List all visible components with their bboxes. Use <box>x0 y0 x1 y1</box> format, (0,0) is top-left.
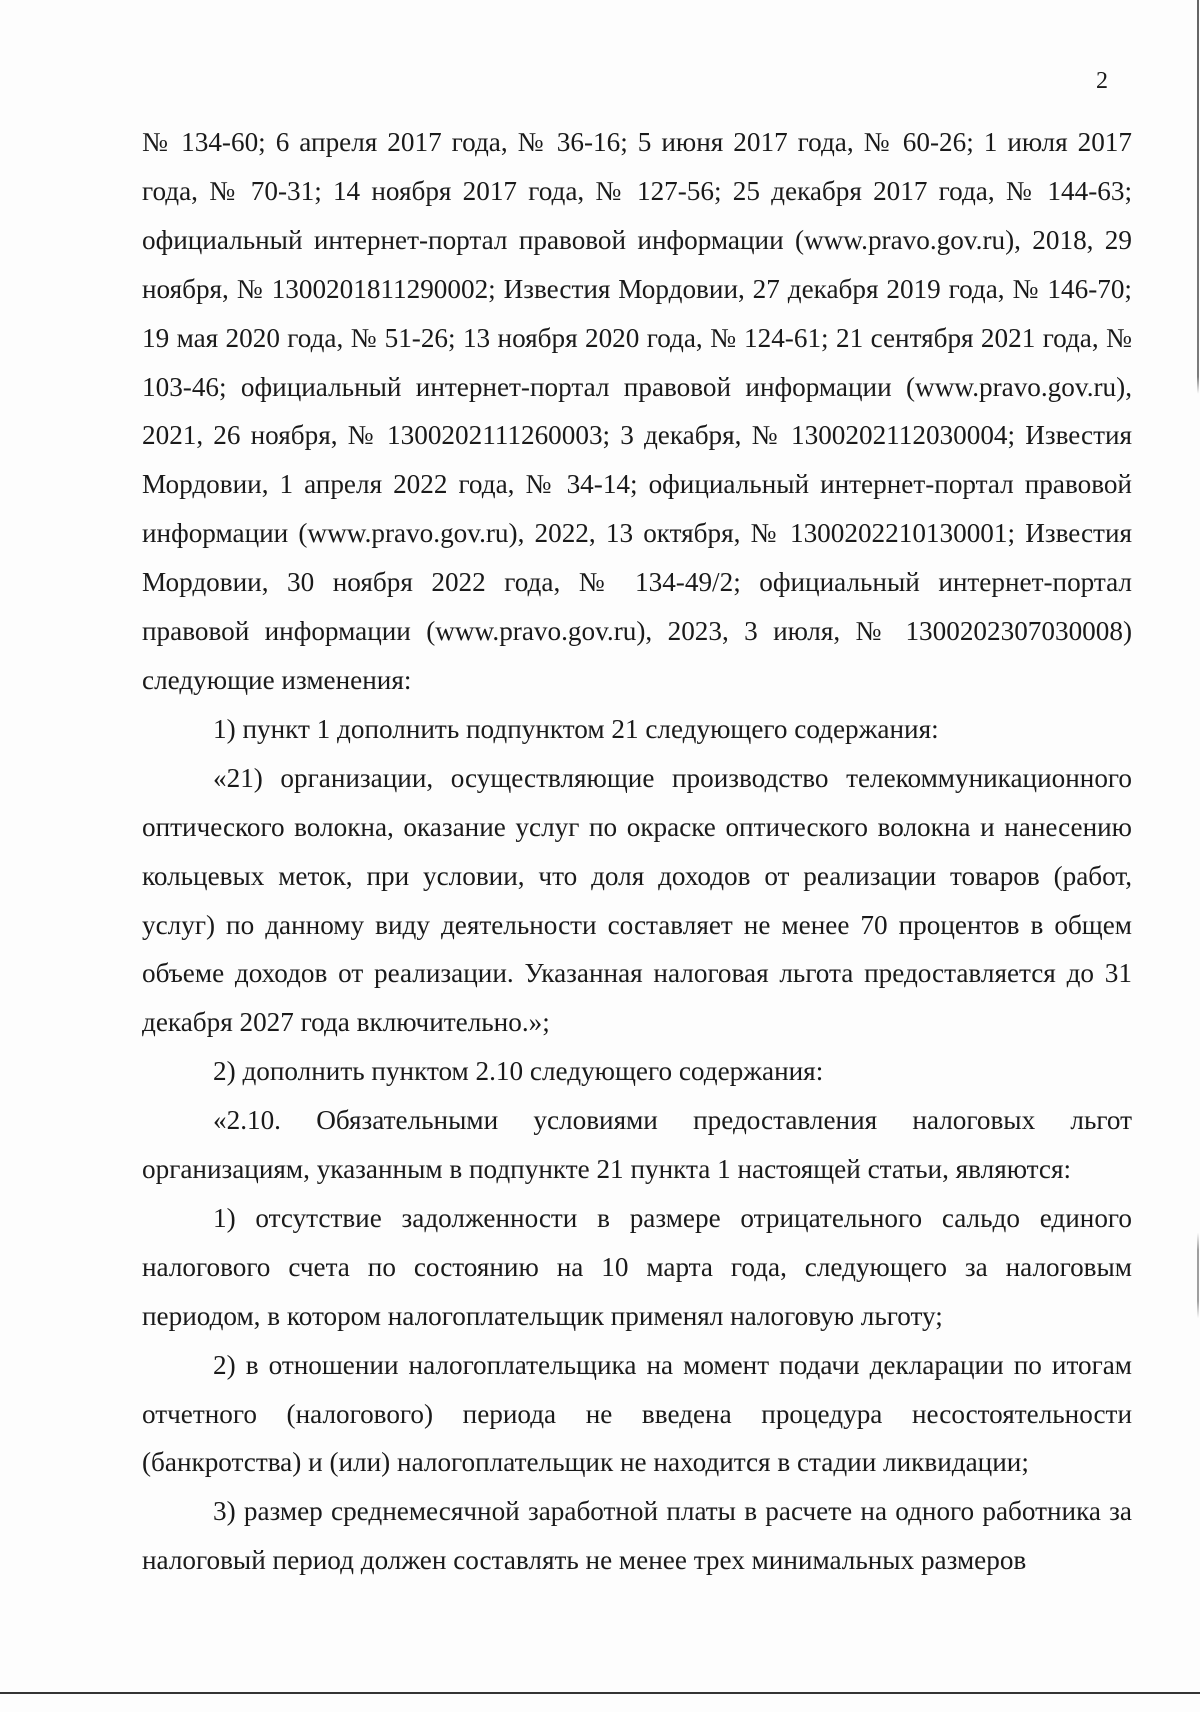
paragraph-condition-3: 3) размер среднемесячной заработной платы в расчете на одного работника за налоговый период должен составлять не менее трех минимальных размеров <box>142 1496 1132 1576</box>
document-body <box>142 118 1132 1585</box>
scan-edge-bottom <box>0 1692 1200 1694</box>
paragraph-condition-1: 1) отсутствие задолженности в размере отрицательного сальдо единого налогового счета по состоянию на 10 марта года, следующего за налоговым периодом, в котором налогоплательщик применял налоговую льготу; <box>142 1202 1132 1331</box>
paragraph-sources-list: № 134-60; 6 апреля 2017 года, № 36-16; 5 июня 2017 года, № 60-26; 1 июля 2017 года, № 70-31; 14 ноября 2017 года, № 127-56; 25 декабря 2017 года, № 144-63; официальный интернет-портал правовой информации (www.pravo.gov.ru), 2018, 29 ноября, № 1300201811290002; Известия Мордовии, 27 декабря 2019 года, № 146-70; 19 мая 2020 года, № 51-26; 13 ноября 2020 года, № 124-61; 21 сентября 2021 года, № 103-46; официальный интернет-портал правовой информации (www.pravo.gov.ru), 2021, 26 ноября, № 1300202111260003; 3 декабря, № 1300202112030004; Известия Мордовии, 1 апреля 2022 года, № 34-14; официальный интернет-портал правовой информации (www.pravo.gov.ru), 2022, 13 октября, № 1300202210130001; Известия Мордовии, 30 ноября 2022 года, № 134-49/2; официальный интернет-портал правовой информации (www.pravo.gov.ru), 2023, 3 июля, № 1300202307030008) следующие изменения: <box>142 127 1132 695</box>
paragraph-subitem-21: «21) организации, осуществляющие производство телекоммуникационного оптического волокна, оказание услуг по окраске оптического волокна и нанесению кольцевых меток, при условии, что доля доходов от реализации товаров (работ, услуг) по данному виду деятельности составляет не менее 70 процентов в общем объеме доходов от реализации. Указанная налоговая льгота предоставляется до 31 декабря 2027 года включительно.»; <box>142 762 1132 1038</box>
paragraph-clause-2-10: «2.10. Обязательными условиями предоставления налоговых льгот организациям, указанным в подпункте 21 пункта 1 настоящей статьи, являются: <box>142 1105 1132 1185</box>
paragraph-condition-2: 2) в отношении налогоплательщика на момент подачи декларации по итогам отчетного (налогового) периода не введена процедура несостоятельности (банкротства) и (или) налогоплательщик не находится в стадии ликвидации; <box>142 1349 1132 1478</box>
page-number: 2 <box>1096 68 1108 94</box>
scan-edge-right <box>1197 0 1199 1712</box>
paragraph-item-1: 1) пункт 1 дополнить подпунктом 21 следующего содержания: <box>213 713 939 744</box>
paragraph-item-2: 2) дополнить пунктом 2.10 следующего содержания: <box>213 1056 824 1087</box>
